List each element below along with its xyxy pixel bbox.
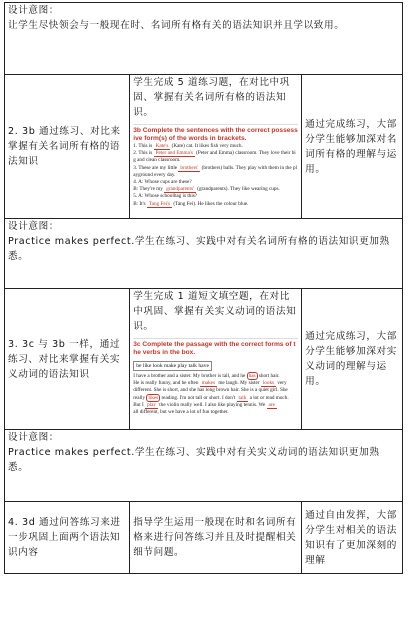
exercise-title: 3c Complete the passage with the correct forms of the verbs in the box. <box>133 341 296 356</box>
design-intent-cell-2 <box>5 219 403 289</box>
exercise-line: really likes reading. I'm not tall or short. I don't talk a lot or read much. <box>133 394 289 401</box>
activity-text: 学生完成 1 道短文填空题，在对比中巩固、掌握有关实义动词的语法知识。 <box>133 291 297 332</box>
activity-row-3c <box>5 289 403 430</box>
exercise-line: all different, but we have a lot of fun together. <box>133 409 229 416</box>
design-intent-text: 让学生尽快领会与一般现在时、名词所有格有关的语法知识并且学以致用。 <box>8 20 345 31</box>
exercise-line: But I play the violin really well. I also like playing tennis. We are <box>133 401 275 408</box>
exercise-3b-image <box>133 124 298 208</box>
exercise-line: 4. A: Whose cups are these? <box>133 179 192 186</box>
activity-cell <box>130 289 302 430</box>
design-intent-cell-1 <box>5 3 403 75</box>
design-intent-row-3 <box>5 430 403 502</box>
activity-cell: 指导学生运用一般现在时和名词所有格来进行问答练习并且及时提醒相关细节问题。 <box>130 502 302 574</box>
activity-row-3b <box>5 75 403 219</box>
step-cell: 3. 3c 与 3b 一样，通过练习、对比来掌握有关实义动词的语法知识 <box>5 289 130 430</box>
exercise-line: 1. This is Kate's (Kate) cat. It likes fish very much. <box>133 143 243 149</box>
exercise-line: 2. This is Peter and Emma's (Peter and Emma) classroom. They love their big and clean classroom. <box>133 150 296 164</box>
design-intent-heading: 设计意图： <box>8 432 59 443</box>
exercise-line: B: They're my grandparents' (grandparents). They like wearing cups. <box>133 186 280 193</box>
design-intent-row-1 <box>5 3 403 75</box>
activity-row-3d <box>5 502 403 574</box>
design-intent-heading: 设计意图： <box>8 221 59 232</box>
design-intent-text: Practice makes perfect.学生在练习、实践中对有关实义动词的语法知识更加熟悉。 <box>8 447 380 473</box>
activity-cell <box>130 75 302 219</box>
exercise-line: different. She is short, and she has long brown hair. She is a quiet girl. She <box>133 387 288 394</box>
result-cell: 通过完成练习，大部分学生能够加深对实义动词的理解与运用。 <box>302 289 403 430</box>
design-intent-row-2 <box>5 219 403 289</box>
lesson-plan-table <box>4 2 403 574</box>
exercise-line: 5. A: Whose schoolbag is this? <box>133 193 198 200</box>
exercise-title: 3b Complete the sentences with the correct possessive form(s) of the words in brackets. <box>133 127 298 142</box>
exercise-line: I have a brother and a sister. My brother is tall, and he has short hair. <box>133 373 280 379</box>
design-intent-text: Practice makes perfect.学生在练习、实践中对有关名词所有格的语法知识更加熟悉。 <box>8 236 390 262</box>
result-cell: 通过自由发挥，大部分学生对相关的语法知识有了更加深刻的理解 <box>302 502 403 574</box>
step-cell: 4. 3d 通过问答练习来进一步巩固上面两个语法知识内容 <box>5 502 130 574</box>
lesson-plan-page <box>4 2 403 574</box>
word-box: be like look make play talk have <box>133 361 212 371</box>
result-cell: 通过完成练习，大部分学生能够加深对名词所有格的理解与运用。 <box>302 75 403 219</box>
design-intent-cell-3 <box>5 430 403 502</box>
exercise-line: B: It's Tang Fei's (Tang Fei). He likes the colour blue. <box>133 200 249 207</box>
exercise-line: 3. These are my little brothers' (brothers) balls. They play with them in the playground every day. <box>133 164 298 178</box>
activity-text: 学生完成 5 道练习题，在对比中巩固、掌握有关名词所有格的语法知识。 <box>133 77 290 118</box>
design-intent-heading: 设计意图： <box>8 5 59 16</box>
exercise-line: He is really funny, and he often makes me laugh. My sister looks very <box>133 380 287 387</box>
step-cell: 2. 3b 通过练习、对比来掌握有关名词所有格的语法知识 <box>5 75 130 219</box>
exercise-3c-image <box>133 338 298 416</box>
